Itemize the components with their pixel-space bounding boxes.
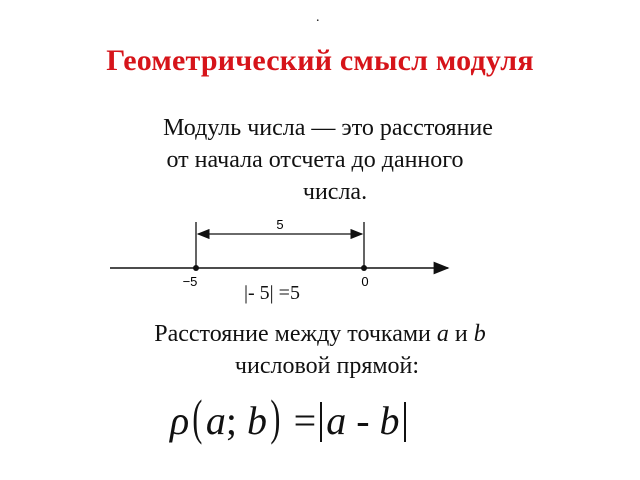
conjunction: и	[448, 321, 474, 347]
absolute-value-equation: |- 5| =5	[244, 282, 300, 304]
abs-bar-right	[404, 402, 406, 442]
tick-label-zero: 0	[361, 274, 369, 289]
formula-a-2: a	[326, 398, 347, 443]
variable-a: a	[436, 321, 449, 347]
definition-line-2: от начала отсчета до данного	[166, 147, 464, 173]
distance-line-1	[0, 318, 640, 350]
distance-label: 5	[276, 217, 284, 232]
tick-label-minus-five: −5	[182, 274, 198, 289]
rho-symbol: ρ	[170, 398, 190, 443]
open-paren: (	[192, 389, 203, 445]
variable-b: b	[473, 321, 486, 347]
distance-formula	[170, 388, 410, 446]
point-zero	[361, 265, 367, 271]
abs-bar-left	[320, 402, 322, 442]
distance-line-2: числовой прямой:	[234, 353, 420, 379]
formula-a: a	[205, 398, 226, 443]
slide-title: Геометрический смысл модуля	[106, 44, 534, 77]
top-mark: .	[316, 10, 320, 25]
formula-b-2: b	[379, 398, 400, 443]
formula-equals: =	[293, 398, 317, 443]
definition-line-3: числа.	[302, 179, 368, 205]
distance-line-1-prefix: Расстояние между точками	[154, 321, 437, 347]
formula-separator: ;	[225, 398, 247, 443]
definition-line-1: Модуль числа — это расстояние	[163, 115, 493, 141]
close-paren: )	[270, 389, 281, 445]
formula-minus: -	[346, 398, 380, 443]
point-minus-five	[193, 265, 199, 271]
distance-text	[0, 318, 640, 382]
formula-b: b	[246, 398, 267, 443]
